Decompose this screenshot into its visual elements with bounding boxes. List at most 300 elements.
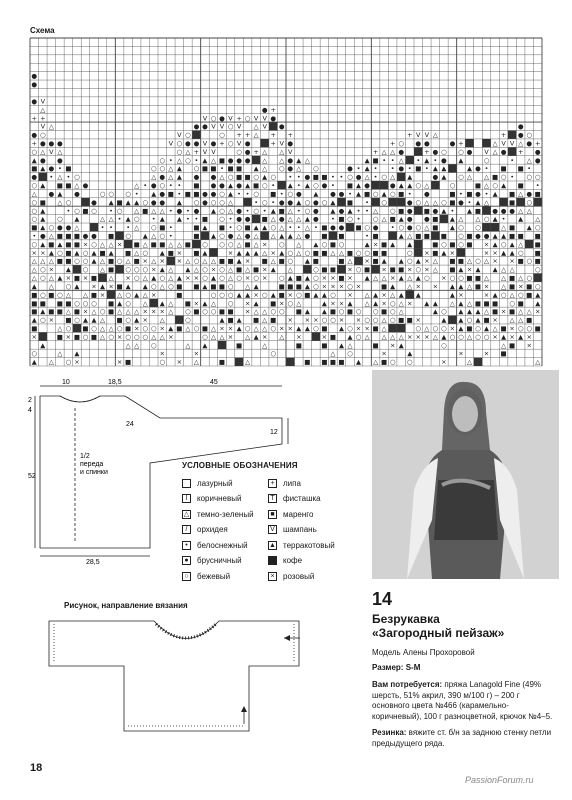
chart-cell-symbol: • (109, 223, 113, 232)
chart-cell-symbol: ○ (236, 223, 242, 232)
chart-cell-symbol: ○ (526, 257, 533, 266)
chart-cell-symbol: ○ (82, 257, 89, 266)
chart-cell-symbol: ○ (330, 316, 336, 325)
chart-cell-symbol: ○ (244, 324, 251, 333)
chart-cell-symbol: △ (390, 173, 396, 182)
chart-cell-solid (39, 332, 48, 340)
chart-cell-symbol: △ (364, 290, 370, 299)
chart-cell-symbol: △ (398, 307, 404, 316)
chart-cell-symbol: ● (534, 147, 541, 156)
chart-cell-symbol: ■ (184, 240, 191, 249)
chart-cell-symbol: ▲ (279, 248, 285, 257)
chart-cell-symbol: • (356, 206, 361, 215)
chart-cell-symbol: △ (245, 358, 251, 367)
chart-cell-symbol: ■ (39, 198, 46, 207)
chart-cell-symbol: • (390, 223, 395, 232)
chart-cell-symbol: ■ (389, 265, 396, 274)
chart-cell-symbol: ■ (304, 358, 311, 367)
chart-cell-symbol: × (381, 265, 387, 274)
chart-cell-symbol: △ (304, 156, 310, 165)
chart-cell-symbol: • (331, 173, 335, 182)
chart-cell-symbol: ▲ (390, 240, 396, 249)
chart-cell-symbol: ● (406, 198, 413, 207)
chart-cell-symbol: ○ (372, 215, 379, 224)
chart-cell-symbol: × (48, 316, 55, 325)
chart-cell-symbol: △ (125, 307, 131, 316)
chart-cell-symbol: △ (535, 358, 541, 367)
chart-cell-symbol: ■ (423, 231, 430, 240)
chart-cell-symbol: △ (381, 274, 387, 283)
model-photo (372, 370, 559, 579)
chart-cell-symbol: ■ (235, 341, 243, 350)
legend-item (268, 508, 335, 520)
chart-cell-symbol: ● (219, 181, 225, 190)
chart-cell-symbol: ■ (363, 265, 371, 274)
chart-cell-symbol: △ (31, 274, 37, 283)
chart-cell-symbol: × (381, 299, 387, 308)
chart-cell-symbol: ■ (235, 173, 243, 182)
chart-cell-symbol: ■ (184, 189, 191, 198)
chart-cell-symbol: ▲ (57, 189, 63, 198)
chart-cell-symbol: ● (74, 189, 80, 198)
chart-cell-symbol: × (526, 341, 532, 350)
chart-cell-symbol: ○ (202, 274, 208, 283)
chart-cell-symbol: ● (193, 206, 200, 215)
chart-cell-symbol: ○ (534, 282, 541, 291)
chart-cell-solid (337, 198, 346, 206)
chart-cell-symbol: × (424, 265, 430, 274)
chart-cell-symbol: • (348, 189, 352, 198)
chart-cell-symbol: ■ (107, 299, 115, 308)
chart-cell-symbol: V (202, 147, 208, 156)
chart-cell-symbol: ○ (364, 223, 370, 232)
chart-cell-symbol: ■ (253, 181, 260, 190)
chart-cell-symbol: ○ (219, 198, 225, 207)
chart-cell-symbol: ■ (90, 274, 98, 283)
chart-cell-symbol: ■ (346, 307, 354, 316)
chart-cell-symbol: ■ (474, 181, 482, 190)
chart-cell-symbol: × (500, 307, 507, 316)
chart-cell-solid (354, 257, 363, 265)
chart-cell-symbol: • (57, 164, 62, 173)
chart-cell-symbol: ■ (253, 316, 260, 325)
chart-cell-symbol: ■ (372, 248, 379, 257)
chart-cell-symbol: ■ (90, 332, 98, 341)
chart-cell-symbol: + (500, 131, 507, 140)
chart-cell-symbol: ● (270, 114, 277, 123)
chart-cell-symbol: × (244, 274, 251, 283)
chart-cell-symbol: × (270, 248, 276, 257)
chart-cell-symbol: △ (210, 332, 216, 341)
chart-cell-symbol: ● (364, 181, 370, 190)
watermark: PassionForum.ru (465, 775, 534, 785)
chart-cell-symbol: ▲ (125, 198, 131, 207)
chart-cell-symbol: × (441, 274, 447, 283)
chart-cell-solid (39, 173, 48, 181)
chart-cell-symbol: ■ (201, 324, 209, 333)
chart-cell-symbol: △ (381, 332, 387, 341)
chart-cell-symbol: ○ (517, 248, 524, 257)
chart-cell-symbol: ● (313, 215, 319, 224)
chart-cell-symbol: ○ (475, 223, 481, 232)
chart-cell-symbol: ○ (82, 265, 89, 274)
chart-cell-solid (457, 248, 466, 256)
chart-cell-symbol: ○ (475, 257, 481, 266)
chart-cell-symbol: ■ (509, 341, 516, 350)
chart-cell-symbol: • (416, 156, 421, 165)
chart-cell-symbol: ○ (219, 231, 225, 240)
chart-cell-symbol: ● (313, 206, 319, 215)
chart-cell-symbol: △ (57, 198, 63, 207)
chart-cell-symbol: ▲ (432, 164, 438, 173)
chart-cell-symbol: ▲ (176, 274, 182, 283)
chart-cell-symbol: ○ (39, 274, 46, 283)
chart-cell-symbol: △ (142, 290, 148, 299)
legend-symbol: / (182, 525, 191, 534)
chart-cell-symbol: × (424, 248, 430, 257)
chart-cell-symbol: × (91, 282, 97, 291)
chart-cell-symbol: ▲ (159, 248, 165, 257)
chart-cell-symbol: • (279, 189, 284, 198)
chart-cell-symbol: × (483, 282, 490, 291)
chart-cell-symbol: ■ (244, 173, 251, 182)
chart-cell-symbol: △ (31, 189, 37, 198)
chart-cell-symbol: × (253, 290, 259, 299)
chart-cell-symbol: × (492, 257, 498, 266)
chart-cell-symbol: ○ (142, 265, 149, 274)
chart-cell-symbol: ■ (466, 240, 473, 249)
chart-cell-symbol: ■ (440, 231, 447, 240)
chart-cell-symbol: ■ (90, 290, 98, 299)
legend-symbol: • (182, 541, 191, 550)
chart-cell-symbol: ▲ (270, 206, 276, 215)
chart-cell-symbol: ■ (31, 223, 38, 232)
chart-cell-solid (516, 198, 525, 206)
chart-cell-symbol: △ (168, 299, 174, 308)
chart-cell-symbol: ■ (218, 358, 226, 367)
chart-cell-symbol: ■ (193, 307, 200, 316)
chart-cell-symbol: △ (279, 147, 285, 156)
chart-cell-solid (533, 198, 542, 206)
chart-cell-symbol: V (236, 122, 242, 131)
chart-cell-symbol: ● (244, 147, 251, 156)
chart-cell-symbol: △ (432, 198, 438, 207)
chart-cell-symbol: V (484, 147, 489, 156)
chart-cell-symbol: △ (48, 122, 54, 131)
chart-cell-symbol: × (441, 358, 447, 367)
chart-cell-symbol: ■ (48, 240, 55, 249)
chart-cell-symbol: • (168, 206, 173, 215)
chart-cell-symbol: ■ (73, 307, 81, 316)
chart-cell-symbol: ○ (441, 198, 447, 207)
chart-cell-symbol: △ (330, 349, 336, 358)
chart-cell-symbol: ▲ (364, 156, 370, 165)
chart-cell-symbol: ○ (406, 358, 413, 367)
legend-label: бежевый (197, 571, 231, 581)
legend-item (182, 539, 254, 551)
chart-cell-symbol: ● (432, 206, 439, 215)
chart-cell-symbol: + (458, 139, 464, 148)
chart-cell-symbol: ■ (406, 316, 413, 325)
chart-cell-symbol: × (168, 332, 174, 341)
chart-cell-symbol: × (82, 307, 89, 316)
chart-cell-symbol: ■ (372, 231, 379, 240)
chart-cell-solid (397, 324, 406, 332)
chart-cell-symbol: △ (57, 324, 63, 333)
chart-cell-symbol: △ (466, 173, 472, 182)
chart-cell-symbol: ▲ (407, 173, 413, 182)
chart-cell-symbol: × (287, 324, 293, 333)
chart-cell-symbol: + (193, 147, 200, 156)
chart-cell-symbol: × (330, 282, 336, 291)
chart-cell-symbol: ● (159, 189, 166, 198)
chart-cell-symbol: ■ (261, 257, 268, 266)
chart-cell-symbol: ■ (176, 282, 183, 291)
chart-cell-symbol: ○ (321, 240, 328, 249)
chart-cell-symbol: × (355, 316, 362, 325)
chart-cell-symbol: × (338, 282, 345, 291)
chart-cell-symbol: ■ (466, 324, 473, 333)
chart-cell-symbol: ○ (108, 332, 114, 341)
chart-cell-symbol: ▲ (262, 173, 268, 182)
chart-cell-symbol: + (253, 147, 259, 156)
chart-cell-symbol: ○ (415, 324, 422, 333)
chart-cell-symbol: ■ (534, 324, 541, 333)
chart-cell-symbol: V (424, 131, 430, 140)
chart-cell-symbol: ▲ (475, 198, 481, 207)
chart-cell-symbol: × (244, 299, 251, 308)
chart-cell-symbol: ○ (150, 223, 157, 232)
chart-cell-symbol: △ (193, 358, 199, 367)
chart-cell-symbol: △ (193, 265, 199, 274)
chart-cell-symbol: ○ (458, 274, 464, 283)
chart-cell-symbol: ▲ (40, 223, 46, 232)
chart-cell-solid (405, 290, 414, 298)
chart-cell-symbol: △ (108, 324, 114, 333)
chart-cell-solid (90, 223, 99, 231)
chart-cell-solid (397, 173, 406, 181)
chart-cell-symbol: ▲ (236, 316, 242, 325)
chart-cell-symbol: ▲ (262, 223, 268, 232)
chart-cell-symbol: △ (253, 122, 259, 131)
chart-cell-solid (474, 358, 483, 366)
chart-cell-symbol: △ (398, 332, 404, 341)
chart-cell-symbol: ○ (219, 131, 225, 140)
chart-cell-solid (260, 231, 269, 239)
chart-cell-symbol: ■ (474, 274, 482, 283)
chart-cell-symbol: ○ (150, 164, 157, 173)
chart-cell-symbol: × (108, 282, 114, 291)
chart-cell-symbol: ○ (441, 307, 447, 316)
chart-cell-symbol: △ (262, 341, 268, 350)
chart-cell-symbol: V (228, 114, 233, 123)
chart-cell-symbol: ▲ (501, 231, 507, 240)
chart-cell-symbol: △ (210, 257, 216, 266)
chart-cell-symbol: ■ (449, 240, 456, 249)
chart-cell-symbol: △ (390, 147, 396, 156)
chart-cell-symbol: × (321, 282, 328, 291)
chart-cell-symbol: △ (535, 215, 541, 224)
chart-cell-symbol: ■ (346, 248, 354, 257)
chart-cell-solid (107, 290, 116, 298)
chart-cell-solid (414, 240, 423, 248)
chart-cell-symbol: ● (39, 139, 46, 148)
chart-cell-symbol: ■ (244, 240, 251, 249)
chart-cell-symbol: ○ (202, 307, 208, 316)
chart-cell-symbol: △ (484, 307, 490, 316)
chart-cell-symbol: ○ (287, 248, 294, 257)
chart-cell-symbol: ○ (441, 341, 447, 350)
chart-cell-symbol: ▲ (441, 206, 447, 215)
chart-cell-symbol: △ (65, 307, 71, 316)
chart-cell-symbol: △ (484, 274, 490, 283)
chart-cell-symbol: ■ (56, 299, 63, 308)
chart-cell-symbol: ○ (449, 274, 456, 283)
chart-cell-symbol: ▲ (356, 189, 362, 198)
chart-cell-symbol: ○ (74, 206, 80, 215)
chart-cell-symbol: ▲ (40, 341, 46, 350)
chart-cell-symbol: ○ (253, 274, 259, 283)
chart-cell-symbol: ● (227, 231, 234, 240)
chart-cell-symbol: ▲ (356, 181, 362, 190)
chart-cell-symbol: ○ (415, 198, 422, 207)
chart-cell-symbol: ■ (338, 257, 345, 266)
chart-cell-solid (414, 206, 423, 214)
legend-label: белоснежный (197, 540, 248, 550)
chart-cell-symbol: ○ (458, 173, 464, 182)
chart-cell-symbol: ○ (441, 324, 447, 333)
chart-cell-symbol: × (517, 282, 524, 291)
dim-2: 2 (28, 397, 32, 404)
chart-cell-symbol: ○ (270, 307, 277, 316)
chart-cell-symbol: ● (338, 223, 345, 232)
chart-cell-symbol: ▲ (441, 164, 447, 173)
chart-cell-symbol: ■ (56, 332, 63, 341)
chart-cell-symbol: △ (228, 274, 234, 283)
chart-cell-symbol: △ (151, 206, 157, 215)
chart-cell-symbol: ▲ (176, 215, 182, 224)
chart-cell-symbol: ▲ (330, 198, 336, 207)
legend-item (268, 493, 335, 505)
chart-cell-symbol: ■ (381, 248, 388, 257)
chart-cell-symbol: △ (432, 257, 438, 266)
chart-cell-symbol: ■ (116, 316, 123, 325)
materials-label: Вам потребуется: (372, 680, 443, 689)
chart-cell-symbol: ■ (193, 189, 200, 198)
chart-cell-symbol: ▲ (407, 349, 413, 358)
chart-cell-symbol: ▲ (134, 290, 140, 299)
chart-cell-symbol: ● (295, 189, 302, 198)
legend-item (268, 570, 335, 582)
legend-label: шампань (283, 525, 317, 534)
chart-cell-symbol: ○ (210, 198, 217, 207)
chart-cell-symbol: ■ (432, 248, 439, 257)
chart-cell-symbol: △ (117, 307, 123, 316)
chart-cell-symbol: ● (57, 223, 63, 232)
chart-cell-symbol: ▲ (82, 316, 88, 325)
chart-cell-symbol: ○ (236, 147, 242, 156)
chart-cell-symbol: ■ (107, 307, 115, 316)
chart-cell-symbol: ■ (321, 265, 328, 274)
legend-label: орхидея (197, 525, 228, 534)
chart-cell-symbol: • (185, 215, 190, 224)
chart-cell-symbol: ▲ (466, 206, 472, 215)
chart-cell-symbol: ● (261, 105, 268, 114)
chart-cell-symbol: △ (398, 156, 404, 165)
chart-cell-solid (414, 147, 423, 155)
chart-cell-symbol: ▲ (509, 248, 515, 257)
chart-cell-symbol: ▲ (31, 156, 37, 165)
chart-cell-symbol: ▲ (236, 324, 242, 333)
chart-cell-symbol: • (390, 164, 395, 173)
chart-cell-symbol: • (527, 164, 532, 173)
chart-cell-symbol: ■ (125, 358, 132, 367)
chart-cell-symbol: V (262, 114, 267, 123)
chart-cell-symbol: ■ (218, 307, 226, 316)
chart-cell-symbol: ■ (82, 206, 89, 215)
chart-cell-symbol: ■ (176, 290, 183, 299)
chart-cell-symbol: ▲ (509, 240, 515, 249)
project-size: Размер: S-M (372, 663, 421, 672)
chart-cell-symbol: △ (168, 265, 174, 274)
chart-cell-symbol: ○ (270, 324, 277, 333)
legend-symbol: V (268, 525, 277, 534)
legend-symbol: + (268, 479, 277, 488)
chart-cell-symbol: △ (526, 206, 532, 215)
chart-cell-symbol: ▲ (202, 341, 208, 350)
chart-cell-symbol: × (407, 265, 413, 274)
chart-cell-symbol: ■ (449, 189, 456, 198)
chart-cell-symbol: × (535, 307, 541, 316)
chart-cell-symbol: × (449, 248, 456, 257)
chart-cell-symbol: △ (270, 215, 276, 224)
legend-label: терракотовый (283, 540, 335, 550)
chart-cell-symbol: ○ (91, 240, 97, 249)
chart-cell-symbol: ■ (218, 282, 226, 291)
chart-cell-symbol: ○ (108, 189, 114, 198)
legend-label: фисташка (283, 494, 321, 503)
chart-cell-solid (73, 265, 82, 273)
chart-cell-symbol: • (296, 181, 301, 190)
chart-cell-symbol: ■ (193, 248, 200, 257)
chart-cell-symbol: ● (458, 198, 464, 207)
chart-cell-symbol: ■ (491, 299, 499, 308)
chart-cell-symbol: △ (168, 240, 174, 249)
legend-symbol (182, 479, 191, 488)
chart-cell-symbol: + (372, 147, 379, 156)
chart-cell-symbol: ■ (82, 324, 89, 333)
chart-cell-symbol: ○ (65, 282, 72, 291)
chart-cell-symbol: × (159, 349, 165, 358)
chart-cell-symbol: ● (466, 147, 473, 156)
chart-cell-symbol: ○ (142, 198, 149, 207)
chart-cell-symbol: ▲ (176, 173, 182, 182)
chart-cell-symbol: • (134, 189, 139, 198)
chart-cell-symbol: ▲ (501, 181, 507, 190)
chart-cell-symbol: × (31, 248, 37, 257)
chart-cell-symbol: △ (407, 274, 413, 283)
chart-cell-symbol: ■ (150, 240, 157, 249)
chart-cell-symbol: △ (100, 265, 106, 274)
chart-cell-symbol: ○ (125, 265, 131, 274)
chart-cell-symbol: ▲ (236, 257, 242, 266)
chart-cell-symbol: × (407, 332, 413, 341)
chart-cell-symbol: ● (210, 139, 217, 148)
chart-cell-symbol: ○ (82, 299, 89, 308)
chart-cell-symbol: ○ (458, 147, 464, 156)
chart-cell-symbol: ○ (355, 332, 362, 341)
chart-cell-symbol: ■ (65, 257, 72, 266)
